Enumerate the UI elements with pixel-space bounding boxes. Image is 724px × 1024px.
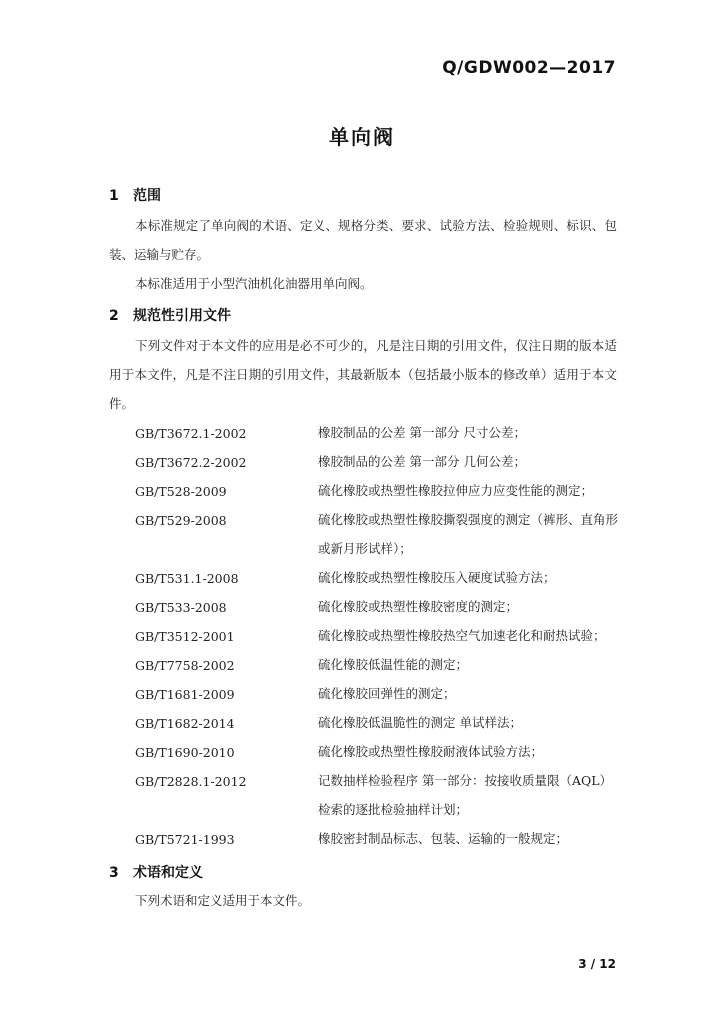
paragraph: 本标准规定了单向阀的术语、定义、规格分类、要求、试验方法、检验规则、标识、包装、运输与贮存。	[109, 218, 617, 262]
paragraph: 下列文件对于本文件的应用是必不可少的，凡是注日期的引用文件，仅注日期的版本适用于本文件，凡是不注日期的引用文件，其最新版本（包括最小版本的修改单）适用于本文件。	[109, 338, 617, 411]
section-heading-scope	[109, 185, 161, 205]
reference-title: 硫化橡胶或热塑性橡胶撕裂强度的测定（裤形、直角形或新月形试样）；	[318, 512, 619, 556]
reference-code: GB/T533-2008	[135, 600, 227, 615]
reference-code: GB/T7758-2002	[135, 658, 235, 673]
reference-code: GB/T1690-2010	[135, 745, 235, 760]
reference-title: 硫化橡胶或热塑性橡胶压入硬度试验方法；	[318, 570, 556, 585]
page-title: 单向阀	[329, 125, 395, 149]
reference-title: 记数抽样检验程序 第一部分：按接收质量限（AQL）检索的逐批检验抽样计划；	[318, 773, 613, 817]
reference-title: 硫化橡胶或热塑性橡胶耐液体试验方法；	[318, 744, 544, 759]
section-heading-terms-and-definitions	[109, 862, 203, 882]
section-number: 2	[109, 308, 119, 324]
section-heading-normative-references	[109, 305, 231, 325]
reference-code: GB/T5721-1993	[135, 832, 235, 847]
reference-code: GB/T3672.1-2002	[135, 426, 247, 441]
reference-code: GB/T531.1-2008	[135, 571, 239, 586]
reference-title: 硫化橡胶或热塑性橡胶密度的测定；	[318, 599, 519, 614]
section-title: 术语和定义	[133, 865, 203, 881]
reference-title: 硫化橡胶回弹性的测定；	[318, 686, 456, 701]
reference-code: GB/T3672.2-2002	[135, 455, 247, 470]
section-number: 1	[109, 188, 119, 204]
reference-title: 硫化橡胶低温性能的测定；	[318, 657, 469, 672]
paragraph: 下列术语和定义适用于本文件。	[135, 893, 311, 908]
paragraph: 本标准适用于小型汽油机化油器用单向阀。	[135, 276, 373, 291]
reference-code: GB/T1682-2014	[135, 716, 235, 731]
standard-code: Q/GDW002—2017	[442, 58, 616, 78]
reference-code: GB/T529-2008	[135, 513, 227, 528]
reference-code: GB/T1681-2009	[135, 687, 235, 702]
reference-title: 硫化橡胶低温脆性的测定 单试样法；	[318, 715, 522, 730]
page-number: 3 / 12	[578, 957, 616, 971]
reference-code: GB/T3512-2001	[135, 629, 235, 644]
section-number: 3	[109, 865, 119, 881]
reference-title: 橡胶制品的公差 第一部分 几何公差；	[318, 454, 526, 469]
reference-title: 硫化橡胶或热塑性橡胶热空气加速老化和耐热试验；	[318, 628, 606, 643]
reference-code: GB/T2828.1-2012	[135, 774, 247, 789]
reference-title: 橡胶密封制品标志、包装、运输的一般规定；	[318, 831, 569, 846]
reference-title: 橡胶制品的公差 第一部分 尺寸公差；	[318, 425, 526, 440]
section-title: 范围	[133, 188, 161, 204]
section-title: 规范性引用文件	[133, 308, 231, 324]
reference-title: 硫化橡胶或热塑性橡胶拉伸应力应变性能的测定；	[318, 483, 594, 498]
reference-code: GB/T528-2009	[135, 484, 227, 499]
